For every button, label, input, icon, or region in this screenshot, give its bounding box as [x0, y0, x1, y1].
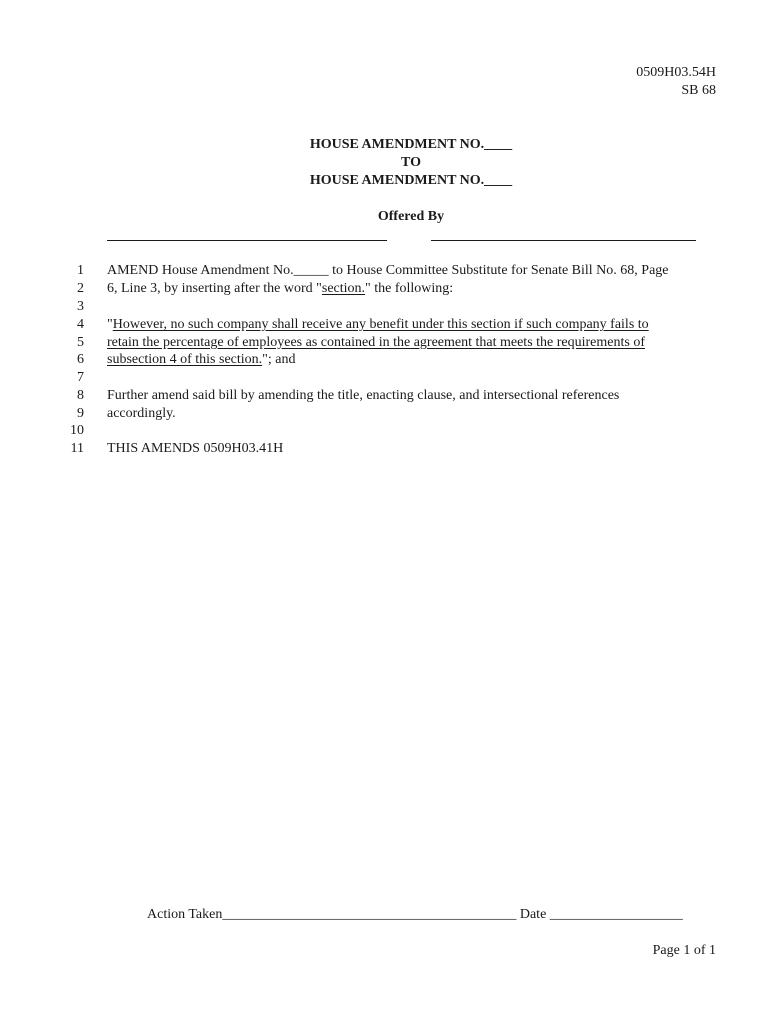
page-number: Page 1 of 1	[652, 943, 716, 958]
line-number: 9	[77, 406, 84, 421]
signature-line-right	[431, 240, 696, 241]
insert-line-6-post: "; and	[262, 352, 296, 367]
further-amend-line-8: Further amend said bill by amending the title, enacting clause, and intersectional references	[107, 388, 620, 403]
title-line-3: HOUSE AMENDMENT NO.____	[309, 173, 513, 188]
document-header	[636, 64, 716, 100]
insert-line-4-quote: "	[107, 317, 113, 332]
line-number: 1	[77, 263, 84, 278]
line-number: 3	[77, 299, 84, 314]
line-number: 2	[77, 281, 84, 296]
line-number: 8	[77, 388, 84, 403]
amend-line-2-post: " the following:	[365, 281, 454, 296]
document-id: 0509H03.54H	[636, 65, 716, 80]
insert-line-4	[107, 316, 649, 334]
insert-line-5-text: retain the percentage of employees as contained in the agreement that meets the requirements of	[107, 335, 645, 350]
amends-reference: THIS AMENDS 0509H03.41H	[107, 441, 284, 456]
insert-line-6-text: subsection 4 of this section.	[107, 352, 263, 367]
line-number: 5	[77, 335, 84, 350]
offered-by-label: Offered By	[377, 209, 445, 224]
title-line-2: TO	[401, 155, 421, 170]
line-number: 10	[70, 423, 84, 438]
line-number: 6	[77, 352, 84, 367]
amend-line-2-word: section.	[321, 281, 366, 296]
amend-line-1: AMEND House Amendment No._____ to House Committee Substitute for Senate Bill No. 68, Page	[107, 263, 669, 278]
action-taken-field: Action Taken__________________________________________ Date ___________________	[147, 907, 683, 922]
insert-line-4-text: However, no such company shall receive any benefit under this section if such company fails to	[112, 317, 649, 332]
bill-number: SB 68	[681, 83, 716, 98]
amendment-title	[0, 136, 770, 190]
further-amend-line-9: accordingly.	[107, 406, 176, 421]
title-line-1: HOUSE AMENDMENT NO.____	[309, 137, 513, 152]
insert-line-5	[107, 334, 645, 352]
amend-line-2-pre: 6, Line 3, by inserting after the word "	[107, 281, 322, 296]
line-number: 11	[70, 441, 84, 456]
line-number: 4	[77, 317, 84, 332]
signature-line-left	[107, 240, 387, 241]
insert-line-6	[107, 351, 295, 369]
amend-line-2	[107, 280, 453, 298]
line-number: 7	[77, 370, 84, 385]
